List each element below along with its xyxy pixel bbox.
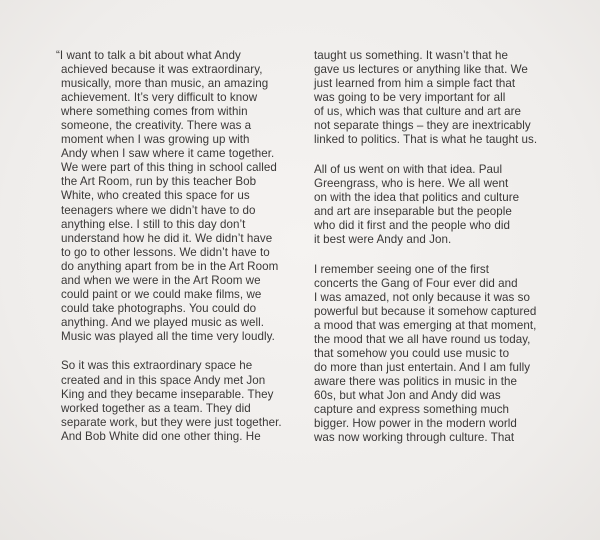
text-line: someone, the creativity. There was a — [61, 119, 252, 133]
text-line: do more than just entertain. And I am fully — [314, 360, 531, 374]
text-line: worked together as a team. They did — [61, 401, 251, 415]
paragraph-gap — [56, 344, 300, 360]
text-line: So it was this extraordinary space he — [61, 359, 253, 373]
text-line: powerful but because it somehow captured — [314, 304, 537, 318]
text-line: understand how he did it. We didn’t have — [61, 231, 273, 245]
text-line: moment when I was growing up with — [61, 133, 250, 147]
text-line: King and they became inseparable. They — [61, 387, 274, 401]
text-line: concerts the Gang of Four ever did and — [314, 276, 518, 290]
paragraph — [314, 49, 560, 147]
text-line: that somehow you could use music to — [314, 346, 510, 360]
text-line: separate work, but they were just together. — [61, 415, 282, 429]
text-line: Greengrass, who is here. We all went — [314, 176, 509, 190]
text-line: who did it first and the people who did — [314, 219, 510, 233]
text-line: the Art Room, run by this teacher Bob — [61, 175, 257, 189]
text-line: aware there was politics in music in the — [314, 374, 518, 388]
paragraph — [314, 263, 560, 446]
text-line: on with the idea that politics and culture — [314, 190, 520, 204]
text-line: 60s, but what Jon and Andy did was — [314, 389, 501, 403]
text-line: Andy when I saw where it came together. — [61, 147, 275, 161]
text-line: gave us lectures or anything like that. We — [314, 63, 528, 77]
paragraph — [56, 49, 300, 344]
text-line: to go to other lessons. We didn’t have to — [61, 245, 270, 259]
text-line: I remember seeing one of the first — [314, 262, 490, 276]
text-line: could take photographs. You could do — [61, 301, 257, 315]
text-line: and when we were in the Art Room we — [61, 273, 261, 287]
text-line: capture and express something much — [314, 403, 510, 417]
text-line: do anything apart from be in the Art Room — [61, 259, 279, 273]
text-line: teenagers where we didn’t have to do — [61, 203, 256, 217]
text-line: anything. And we played music as well. — [61, 315, 264, 329]
paragraph-gap — [314, 247, 560, 263]
text-line: not separate things – they are inextricably — [314, 119, 531, 133]
text-line: “I want to talk a bit about what Andy — [56, 49, 241, 62]
text-line: Music was played all the time very loudly. — [61, 329, 275, 343]
text-line: and art are inseparable but the people — [314, 204, 512, 218]
text-line: of us, which was that culture and art are — [314, 105, 521, 119]
paragraph — [56, 359, 300, 443]
text-line: was now working through culture. That — [314, 431, 515, 445]
left-text-column — [56, 49, 300, 444]
text-line: anything else. I still to this day don’t — [61, 217, 246, 231]
text-line: musically, more than music, an amazing — [61, 77, 269, 91]
text-line: was going to be very important for all — [314, 91, 506, 105]
text-line: where something comes from within — [61, 105, 248, 119]
text-line: just learned from him a simple fact that — [314, 77, 516, 91]
text-line: All of us went on with that idea. Paul — [314, 162, 503, 176]
text-line: it best were Andy and Jon. — [314, 233, 452, 247]
text-line: linked to politics. That is what he taught us. — [314, 133, 538, 147]
text-line: achievement. It’s very difficult to know — [61, 91, 258, 105]
text-line: We were part of this thing in school called — [61, 161, 277, 175]
text-line: taught us something. It wasn’t that he — [314, 49, 508, 62]
paragraph-gap — [314, 147, 560, 163]
text-line: the mood that we all have round us today, — [314, 332, 531, 346]
text-line: created and in this space Andy met Jon — [61, 373, 266, 387]
right-text-column — [314, 49, 560, 445]
text-line: a mood that was emerging at that moment, — [314, 318, 537, 332]
text-line: could paint or we could make films, we — [61, 287, 262, 301]
text-line: achieved because it was extraordinary, — [61, 63, 263, 77]
text-line: White, who created this space for us — [61, 189, 250, 203]
text-line: I was amazed, not only because it was so — [314, 290, 530, 304]
paragraph — [314, 163, 560, 247]
text-line: bigger. How power in the modern world — [314, 417, 517, 431]
text-line: And Bob White did one other thing. He — [61, 429, 261, 443]
